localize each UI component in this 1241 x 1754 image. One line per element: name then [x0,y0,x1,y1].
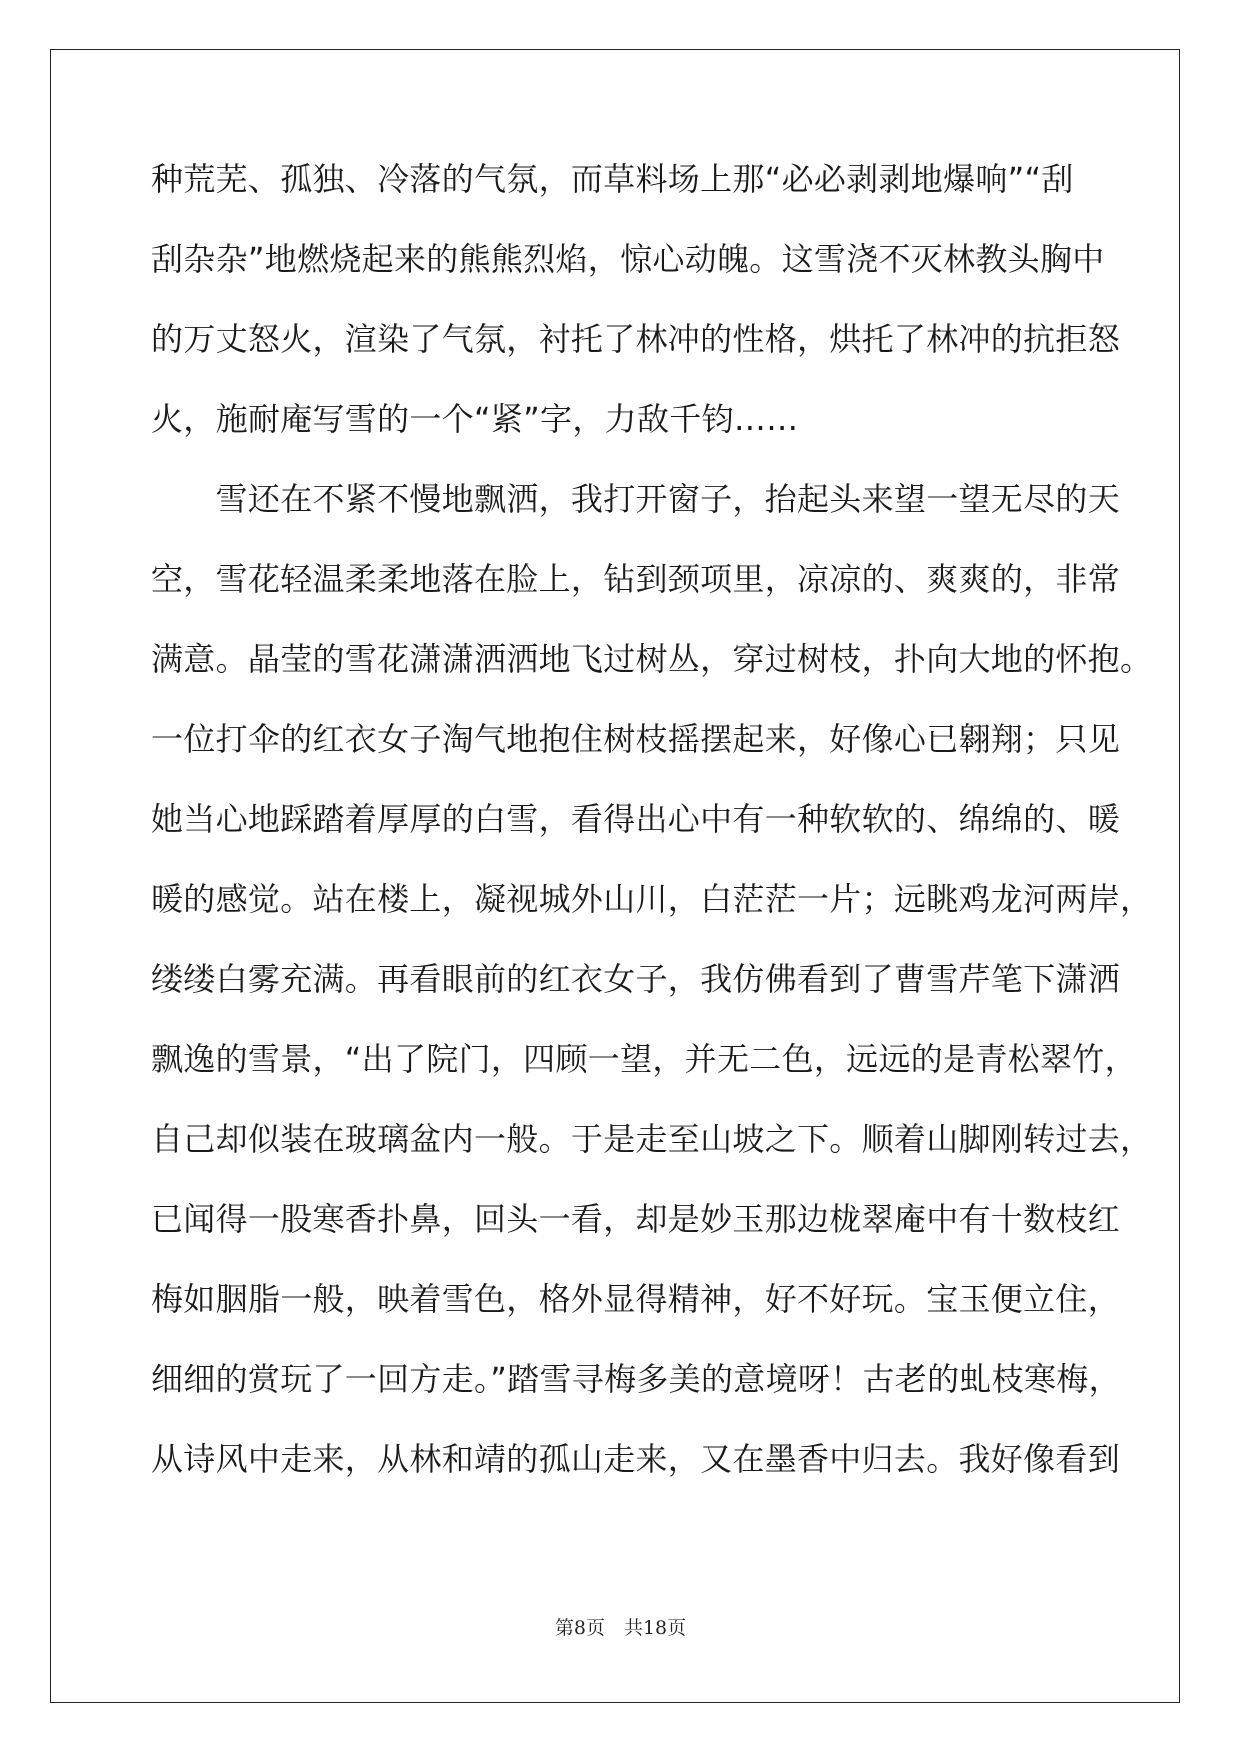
text-line: 雪还在不紧不慢地飘洒，我打开窗子，抬起头来望一望无尽的天 [151,480,1121,518]
text-line: 一位打伞的红衣女子淘气地抱住树枝摇摆起来，好像心已翱翔；只见 [151,720,1121,758]
text-line: 满意。晶莹的雪花潇潇洒洒地飞过树丛，穿过树枝，扑向大地的怀抱。 [151,640,1153,678]
text-line: 的万丈怒火，渲染了气氛，衬托了林冲的性格，烘托了林冲的抗拒怒 [151,320,1121,358]
text-line: 已闻得一股寒香扑鼻，回头一看，却是妙玉那边栊翠庵中有十数枝红 [151,1200,1121,1238]
text-line: 细细的赏玩了一回方走。”踏雪寻梅多美的意境呀！古老的虬枝寒梅， [151,1360,1121,1398]
text-line: 种荒芜、孤独、冷落的气氛，而草料场上那“必必剥剥地爆响”“刮 [151,160,1074,198]
text-line: 刮杂杂”地燃烧起来的熊熊烈焰，惊心动魄。这雪浇不灭林教头胸中 [151,240,1105,278]
text-line: 火，施耐庵写雪的一个“紧”字，力敌千钧…… [151,400,799,438]
text-line: 暖的感觉。站在楼上，凝视城外山川，白茫茫一片；远眺鸡龙河两岸， [151,880,1153,918]
text-line: 空，雪花轻温柔柔地落在脸上，钻到颈项里，凉凉的、爽爽的，非常 [151,560,1121,598]
document-body [151,151,1153,1511]
text-line: 缕缕白雾充满。再看眼前的红衣女子，我仿佛看到了曹雪芹笔下潇洒 [151,960,1121,998]
text-line: 飘逸的雪景，“出了院门，四顾一望，并无二色，远远的是青松翠竹， [151,1040,1137,1078]
text-line: 梅如胭脂一般，映着雪色，格外显得精神，好不好玩。宝玉便立住， [151,1280,1121,1318]
text-line: 自己却似装在玻璃盆内一般。于是走至山坡之下。顺着山脚刚转过去， [151,1120,1153,1158]
page-footer: 第8页 共18页 [554,1617,687,1639]
text-line: 她当心地踩踏着厚厚的白雪，看得出心中有一种软软的、绵绵的、暖 [151,800,1121,838]
text-line: 从诗风中走来，从林和靖的孤山走来，又在墨香中归去。我好像看到 [151,1440,1121,1478]
